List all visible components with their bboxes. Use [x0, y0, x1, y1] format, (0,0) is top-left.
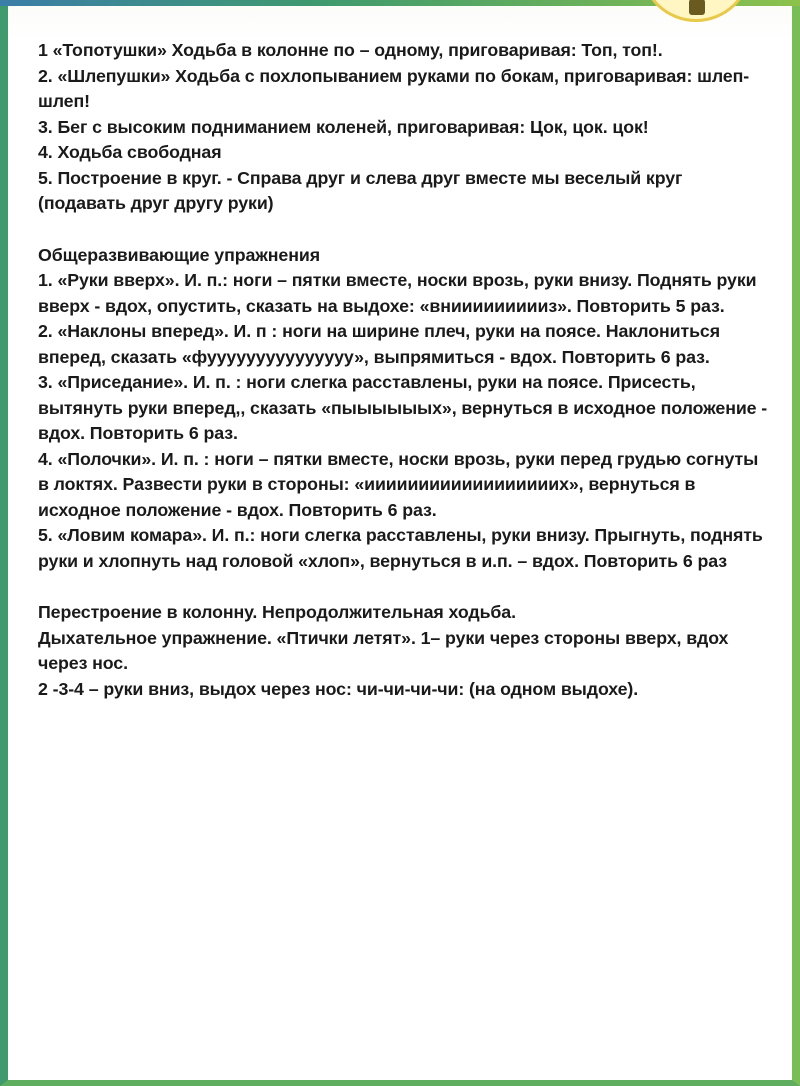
warmup-item-1: 1 «Топотушки» Ходьба в колонне по – одному, приговаривая: Топ, топ!. — [38, 40, 663, 60]
general-item-1: 1. «Руки вверх». И. п.: ноги – пятки вместе, носки врозь, руки внизу. Поднять руки вверх - вдох, опустить, сказать на выдохе: «вниииииииииз». Повторить 5 раз. — [38, 270, 757, 316]
general-item-4: 4. «Полочки». И. п. : ноги – пятки вместе, носки врозь, руки перед грудью согнуты в локтях. Развести руки в стороны: «иииииииииииииииииих», вернуться в исходное положение - вдох. Повторить 6 раз. — [38, 448, 759, 520]
general-item-5: 5. «Ловим комара». И. п.: ноги слегка расставлены, руки внизу. Прыгнуть, поднять руки и хлопнуть над головой «хлоп», вернуться в и.п. – вдох. Повторить 6 раз — [38, 525, 763, 571]
section-gap — [38, 217, 768, 243]
warmup-item-3: 3. Бег с высоким подниманием коленей, приговаривая: Цок, цок. цок! — [38, 116, 649, 137]
section-gap — [38, 574, 768, 600]
final-line-3: 2 -3-4 – руки вниз, выдох через нос: чи-чи-чи-чи: (на одном выдохе). — [38, 678, 639, 699]
document-text — [38, 38, 768, 702]
general-item-3: 3. «Приседание». И. п. : ноги слегка расставлены, руки на поясе. Присесть, вытянуть руки вперед,, сказать «пыыыыыых», вернуться в исходное положение - вдох. Повторить 6 раз. — [38, 372, 768, 443]
final-line-1: Перестроение в колонну. Непродолжительная ходьба. — [38, 602, 516, 622]
general-item-2: 2. «Наклоны вперед». И. п : ноги на ширине плеч, руки на поясе. Наклониться вперед, сказать «фууууууууууууууу», выпрямиться - вдох. Повторить 6 раз. — [38, 321, 720, 367]
warmup-item-5: 5. Построение в круг. - Справа друг и слева друг вместе мы веселый круг (подавать друг другу руки) — [38, 167, 683, 213]
warmup-item-2: 2. «Шлепушки» Ходьба с похлопыванием руками по бокам, приговаривая: шлеп-шлеп! — [38, 65, 750, 111]
badge-mark-icon — [689, 0, 705, 15]
general-exercises-title: Общеразвивающие упражнения — [38, 244, 320, 265]
final-line-2: Дыхательное упражнение. «Птички летят». 1– руки через стороны вверх, вдох через нос. — [38, 627, 729, 673]
warmup-item-4: 4. Ходьба свободная — [38, 142, 222, 162]
